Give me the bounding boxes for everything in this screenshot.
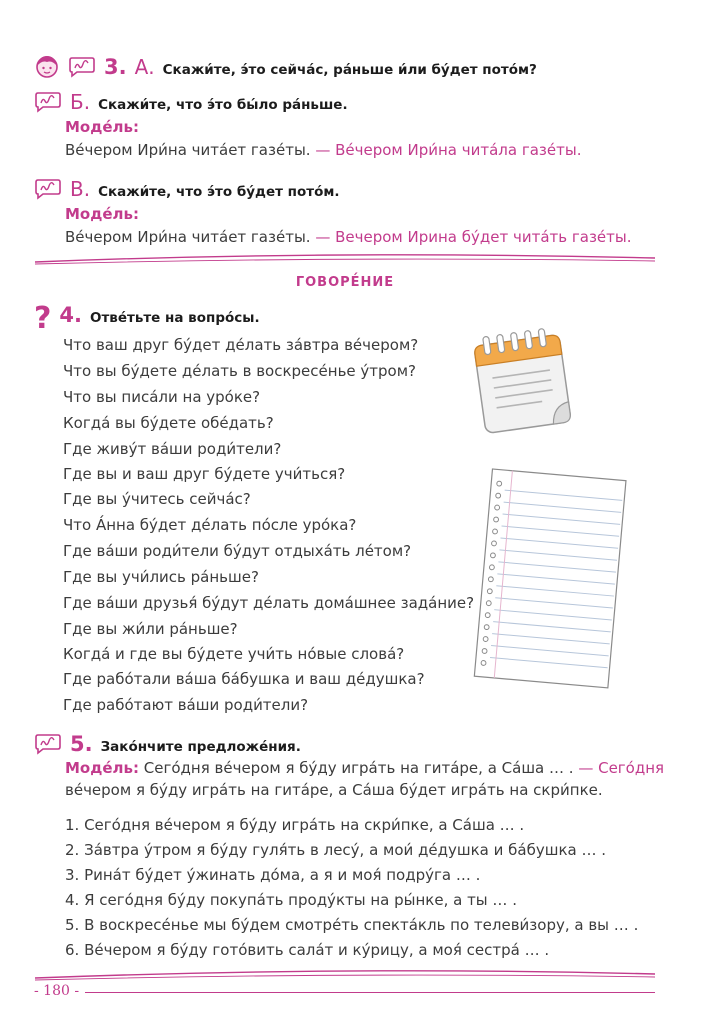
ex4-question: Где живу́т ва́ши роди́тели? (63, 440, 282, 458)
ex5-sentence: 3. Рина́т бу́дет у́жинать до́ма, а я и моя́ подру́га … . (65, 866, 481, 884)
ex5-sentence: 5. В воскресе́нье мы бу́дем смотре́ть спекта́кль по телеви́зору, а вы … . (65, 916, 639, 934)
footer-divider (30, 964, 660, 984)
ex4-question: Когда́ вы бу́дете обе́дать? (63, 414, 274, 432)
ex4-question: Где рабо́тают ва́ши роди́тели? (63, 696, 309, 714)
ex5-sentence: 2. За́втра у́тром я бу́ду гуля́ть в лесу́, а мои́ де́душка и ба́бушка … . (65, 841, 607, 859)
section-title: ГОВОРЕ́НИЕ (295, 275, 395, 290)
ex5-sentence: 6. Ве́чером я бу́ду гото́вить сала́т и ку́рицу, а моя́ сестра́ … . (65, 941, 550, 959)
ex4-question: Где ва́ши роди́тели бу́дут отдыха́ть ле́том? (63, 542, 412, 560)
ex4-question: Где рабо́тали ва́ша ба́бушка и ваш де́душка? (63, 670, 425, 688)
ex4-question: Где вы учи́лись ра́ньше? (63, 568, 259, 586)
speech-bubble-icon (34, 733, 62, 759)
lined-paper-icon (455, 460, 635, 700)
speech-bubble-icon (34, 178, 62, 204)
ex3v-model-answer: — Вечером Ирина бу́дет чита́ть газе́ты. (315, 228, 632, 246)
ex5-model-label: Моде́ль: (65, 759, 139, 777)
ex3b-heading (34, 87, 348, 114)
ex4-question: Что А́нна бу́дет де́лать по́сле уро́ка? (63, 516, 357, 534)
ex4-question: Где вы и ваш друг бу́дете учи́ться? (63, 465, 346, 483)
ex3b-model-text: Ве́чером Ири́на чита́ет газе́ты. (65, 141, 311, 159)
ex5-number: 5. (70, 732, 93, 756)
ex4-question: Что вы писа́ли на уро́ке? (63, 388, 261, 406)
ex3v-letter: В. (70, 177, 91, 201)
ex5-model-text: Сего́дня ве́чером я бу́ду игра́ть на гита́ре, а Са́ша … . (143, 759, 574, 777)
ex3b-model-line (65, 141, 581, 159)
ex5-sentence: 1. Сего́дня ве́чером я бу́ду игра́ть на скри́пке, а Са́ша … . (65, 816, 525, 834)
ex3v-heading (34, 174, 340, 201)
ex4-question: Что ваш друг бу́дет де́лать за́втра ве́чером? (63, 336, 419, 354)
speech-bubble-icon (34, 91, 62, 117)
ex3b-model-answer: — Ве́чером Ири́на чита́ла газе́ты. (315, 141, 582, 159)
ex3a-heading (34, 50, 537, 79)
ex4-instruction: Отве́тьте на вопро́сы. (90, 310, 260, 326)
ex4-question: Когда́ и где вы бу́дете учи́ть но́вые слова́? (63, 645, 405, 663)
ex5-model-answer-1: — Сего́дня (578, 759, 665, 777)
ex3b-instruction: Скажи́те, что э́то бы́ло ра́ньше. (98, 97, 348, 113)
ex3a-letter: А. (134, 55, 155, 79)
ex3v-instruction: Скажи́те, что э́то бу́дет пото́м. (98, 184, 340, 200)
ex3v-model-label: Моде́ль: (65, 205, 139, 223)
ex5-model-line-1 (65, 759, 664, 777)
section-divider (30, 250, 660, 270)
notepad-icon (463, 322, 581, 438)
ex5-model-answer-2: ве́чером я бу́ду игра́ть на гита́ре, а Са́ша бу́дет игра́ть на скри́пке. (65, 781, 603, 799)
ex4-question: Где вы жи́ли ра́ньше? (63, 620, 238, 638)
ex4-number: 4. (59, 303, 82, 327)
footer-line (85, 992, 655, 993)
ex3-number: 3. (104, 55, 127, 79)
ex4-heading (34, 301, 260, 336)
ex4-question: Где вы у́читесь сейча́с? (63, 490, 251, 508)
ex4-question: Что вы бу́дете де́лать в воскресе́нье у́тром? (63, 362, 416, 380)
ex5-sentence: 4. Я сего́дня бу́ду покупа́ть проду́кты на ры́нке, а ты … . (65, 891, 517, 909)
ex4-question: Где ва́ши друзья́ бу́дут де́лать дома́шнее зада́ние? (63, 594, 475, 612)
ex3b-letter: Б. (70, 90, 91, 114)
ex5-heading (34, 729, 301, 756)
ex3v-model-line (65, 228, 632, 246)
speech-bubble-icon (68, 56, 96, 82)
ex3b-model-label: Моде́ль: (65, 118, 139, 136)
ex5-instruction: Зако́нчите предложе́ния. (100, 739, 301, 755)
ex3a-instruction: Скажи́те, э́то сейча́с, ра́ньше и́ли бу́дет пото́м? (162, 62, 537, 78)
page-number: - 180 - (34, 983, 80, 999)
question-mark-icon: ? (34, 301, 52, 336)
child-face-icon (34, 54, 60, 82)
ex3v-model-text: Ве́чером Ири́на чита́ет газе́ты. (65, 228, 311, 246)
